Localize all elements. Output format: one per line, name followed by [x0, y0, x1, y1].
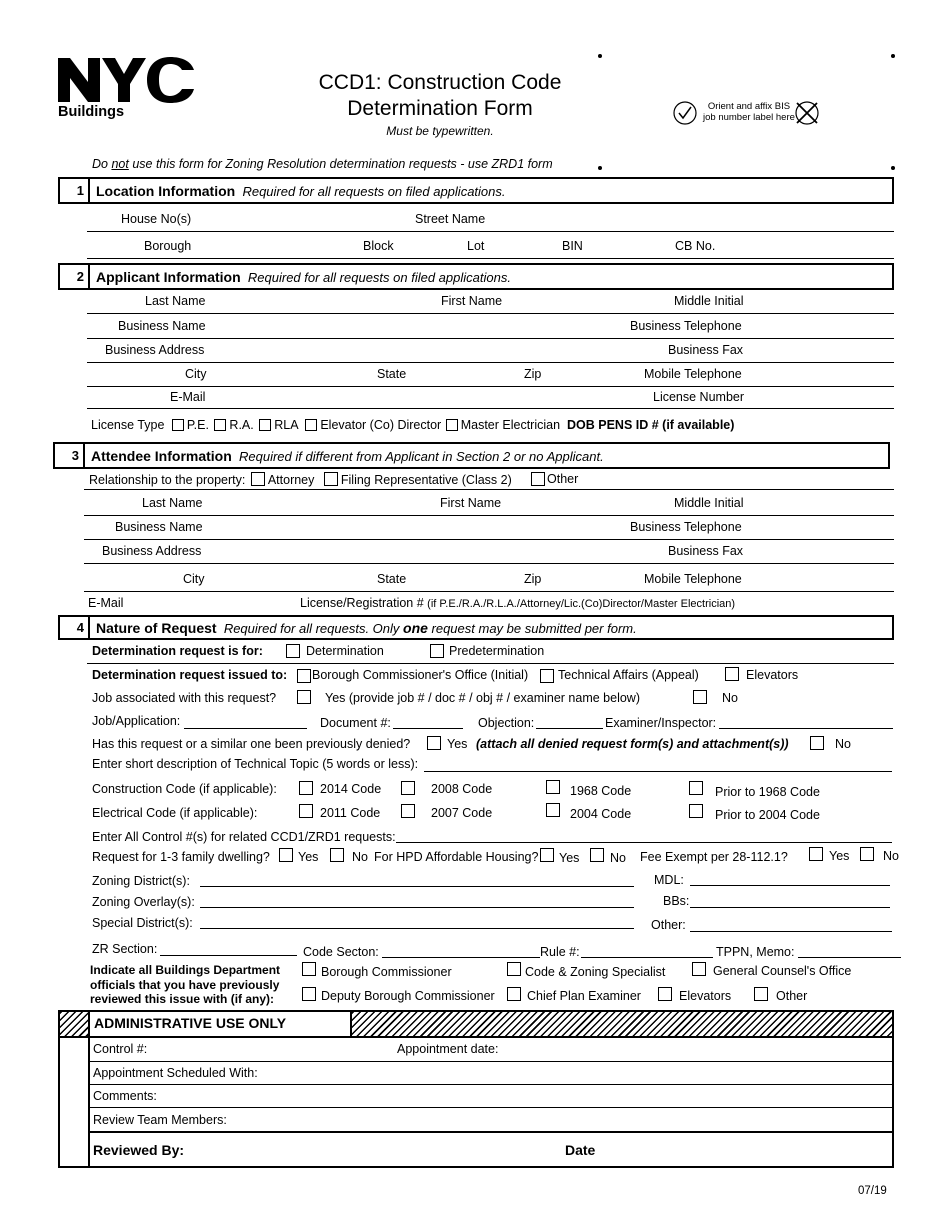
- section-1-header: [58, 177, 894, 204]
- family-no-label: No: [352, 850, 368, 864]
- section-number: 2: [60, 265, 90, 288]
- city-label: City: [183, 572, 205, 586]
- section-number: 3: [55, 444, 85, 467]
- examiner-inspector-field[interactable]: [719, 728, 893, 729]
- family-dwelling-label: Request for 1-3 family dwelling?: [92, 850, 270, 864]
- business-telephone-label: Business Telephone: [630, 319, 742, 333]
- bbs-label: BBs:: [663, 894, 690, 908]
- tppn-memo-field[interactable]: [798, 957, 901, 958]
- nyc-buildings-logo: [58, 56, 198, 104]
- objection-field[interactable]: [536, 728, 603, 729]
- business-fax-label: Business Fax: [668, 544, 744, 558]
- job-associated-label: Job associated with this request?: [92, 691, 277, 705]
- cc-2008-label: 2008 Code: [431, 782, 493, 796]
- business-telephone-label: Business Telephone: [630, 520, 742, 534]
- dot-marker: [598, 166, 602, 170]
- business-address-label: Business Address: [102, 544, 202, 558]
- job-application-label: Job/Application:: [92, 714, 181, 728]
- state-label: State: [377, 367, 407, 381]
- job-application-field[interactable]: [184, 728, 307, 729]
- official-borough-commissioner-label: Borough Commissioner: [321, 965, 452, 979]
- date-label: Date: [565, 1142, 596, 1158]
- official-other-label: Other: [776, 989, 808, 1003]
- ec-2007-checkbox[interactable]: [401, 804, 415, 818]
- form-version: 07/19: [858, 1185, 887, 1197]
- license-pe-checkbox[interactable]: [172, 419, 184, 431]
- license-rla-checkbox[interactable]: [259, 419, 271, 431]
- control-number-label: Control #:: [93, 1042, 148, 1056]
- job-associated-no-checkbox[interactable]: [693, 690, 707, 704]
- license-number-label: License Number: [653, 390, 745, 404]
- zoning-overlay-label: Zoning Overlay(s):: [92, 895, 195, 909]
- electrical-code-label: Electrical Code (if applicable):: [92, 806, 258, 820]
- last-name-label: Last Name: [145, 294, 206, 308]
- determination-label: Determination: [306, 644, 384, 658]
- section-title: Location Information: [96, 183, 236, 199]
- technical-affairs-label: Technical Affairs (Appeal): [558, 668, 699, 682]
- predetermination-checkbox[interactable]: [430, 644, 444, 658]
- license-type-row: License Type P.E. R.A. RLA Elevator (Co) Director Master Electrician DOB PENS ID # (if available): [91, 418, 735, 432]
- street-name-label: Street Name: [415, 212, 486, 226]
- issued-to-label: Determination request issued to:: [92, 668, 288, 682]
- official-general-counsel-label: General Counsel's Office: [713, 964, 852, 978]
- official-chief-plan-examiner-label: Chief Plan Examiner: [527, 989, 641, 1003]
- bbs-field[interactable]: [690, 907, 890, 908]
- mobile-telephone-label: Mobile Telephone: [644, 572, 742, 586]
- family-yes-label: Yes: [298, 850, 319, 864]
- hpd-yes-label: Yes: [559, 851, 580, 865]
- rule-label: Rule #:: [540, 945, 580, 959]
- first-name-label: First Name: [441, 294, 503, 308]
- first-name-label: First Name: [440, 496, 502, 510]
- zip-label: Zip: [524, 572, 542, 586]
- section-2-header: [58, 263, 894, 290]
- zr-section-field[interactable]: [160, 955, 297, 956]
- zoning-notice: Do not use this form for Zoning Resolution determination requests - use ZRD1 form: [92, 157, 553, 171]
- dot-marker: [891, 54, 895, 58]
- lot-label: Lot: [467, 239, 485, 253]
- special-district-field[interactable]: [200, 928, 634, 929]
- cc-2014-label: 2014 Code: [320, 782, 382, 796]
- examiner-inspector-label: Examiner/Inspector:: [605, 716, 717, 730]
- block-label: Block: [363, 239, 394, 253]
- family-no-checkbox[interactable]: [330, 848, 344, 862]
- zoning-district-label: Zoning District(s):: [92, 874, 190, 888]
- hpd-yes-checkbox[interactable]: [540, 848, 554, 862]
- last-name-label: Last Name: [142, 496, 203, 510]
- fee-no-label: No: [883, 849, 899, 863]
- control-numbers-field[interactable]: [396, 842, 892, 843]
- determination-checkbox[interactable]: [286, 644, 300, 658]
- elevators-label: Elevators: [746, 668, 799, 682]
- official-deputy-commissioner-label: Deputy Borough Commissioner: [321, 989, 495, 1003]
- mdl-label: MDL:: [654, 873, 684, 887]
- section-3-header: [53, 442, 890, 469]
- denied-yes-label: Yes: [447, 737, 468, 751]
- email-label: E-Mail: [88, 596, 124, 610]
- technical-affairs-checkbox[interactable]: [540, 669, 554, 683]
- section-note: Required if different from Applicant in Section 2 or no Applicant.: [239, 449, 604, 464]
- hpd-no-checkbox[interactable]: [590, 848, 604, 862]
- mobile-telephone-label: Mobile Telephone: [644, 367, 742, 381]
- elevators-checkbox[interactable]: [725, 667, 739, 681]
- section-title: Nature of Request: [96, 620, 217, 636]
- bin-label: BIN: [562, 239, 583, 253]
- predetermination-label: Predetermination: [449, 644, 545, 658]
- cc-1968-label: 1968 Code: [570, 784, 632, 798]
- official-elevators-label: Elevators: [679, 989, 732, 1003]
- rule-field[interactable]: [581, 957, 713, 958]
- middle-initial-label: Middle Initial: [674, 294, 744, 308]
- code-section-field[interactable]: [382, 957, 540, 958]
- zoning-overlay-field[interactable]: [200, 907, 634, 908]
- cc-2008-checkbox[interactable]: [401, 781, 415, 795]
- official-borough-commissioner-checkbox[interactable]: [302, 962, 316, 976]
- hatch-left: [60, 1012, 88, 1036]
- section-note: Required for all requests. Only one request may be submitted per form.: [223, 620, 637, 636]
- cc-1968-checkbox[interactable]: [546, 780, 560, 794]
- attorney-checkbox[interactable]: [251, 472, 265, 486]
- review-team-label: Review Team Members:: [93, 1113, 227, 1127]
- ec-2004-checkbox[interactable]: [546, 803, 560, 817]
- dot-marker: [598, 54, 602, 58]
- appointment-date-label: Appointment date:: [397, 1042, 499, 1056]
- previously-denied-label: Has this request or a similar one been previously denied?: [92, 737, 411, 751]
- job-associated-no-label: No: [722, 691, 738, 705]
- other-relationship-checkbox[interactable]: [531, 472, 545, 486]
- form-subtitle: Must be typewritten.: [386, 124, 494, 138]
- business-address-label: Business Address: [105, 343, 205, 357]
- code-section-label: Code Secton:: [303, 945, 379, 959]
- email-label: E-Mail: [170, 390, 206, 404]
- borough-commissioner-office-label: Borough Commissioner's Office (Initial): [312, 668, 529, 682]
- hpd-no-label: No: [610, 851, 626, 865]
- construction-code-label: Construction Code (if applicable):: [92, 782, 277, 796]
- other-relationship-label: Other: [547, 472, 579, 486]
- denied-attach-note: (attach all denied request form(s) and attachment(s)): [476, 737, 789, 751]
- section-4-header: [58, 615, 894, 640]
- zr-section-label: ZR Section:: [92, 942, 158, 956]
- section-title: Attendee Information: [91, 448, 232, 464]
- relationship-row: Relationship to the property: Attorney Filing Representative (Class 2): [89, 473, 512, 487]
- form-title: CCD1: Construction Code Determination Form: [318, 71, 562, 120]
- fee-no-checkbox[interactable]: [860, 847, 874, 861]
- section-number: 4: [60, 617, 90, 638]
- business-name-label: Business Name: [118, 319, 206, 333]
- official-code-zoning-checkbox[interactable]: [507, 962, 521, 976]
- document-number-label: Document #:: [320, 716, 391, 730]
- official-other-checkbox[interactable]: [754, 987, 768, 1001]
- denied-no-checkbox[interactable]: [810, 736, 824, 750]
- hatch-right: [352, 1012, 892, 1036]
- borough-label: Borough: [144, 239, 192, 253]
- job-associated-yes-checkbox[interactable]: [297, 690, 311, 704]
- control-numbers-label: Enter All Control #(s) for related CCD1/ZRD1 requests:: [92, 830, 396, 844]
- short-description-label: Enter short description of Technical Topic (5 words or less):: [92, 757, 419, 771]
- official-code-zoning-label: Code & Zoning Specialist: [525, 965, 666, 979]
- job-associated-yes-label: Yes (provide job # / doc # / obj # / examiner name below): [325, 691, 640, 705]
- ec-2011-checkbox[interactable]: [299, 804, 313, 818]
- dot-marker: [891, 166, 895, 170]
- short-description-field[interactable]: [424, 771, 892, 772]
- city-label: City: [185, 367, 207, 381]
- ec-prior-2004-label: Prior to 2004 Code: [715, 808, 820, 822]
- bis-label-text: Orient and affix BIS job number label here: [703, 101, 795, 123]
- dob-pens-id-label: DOB PENS ID # (if available): [567, 418, 735, 432]
- state-label: State: [377, 572, 407, 586]
- zip-label: Zip: [524, 367, 542, 381]
- comments-label: Comments:: [93, 1089, 157, 1103]
- special-district-label: Special District(s):: [92, 916, 193, 930]
- ec-2011-label: 2011 Code: [320, 806, 381, 820]
- fee-exempt-label: Fee Exempt per 28-112.1?: [640, 850, 788, 864]
- mdl-field[interactable]: [690, 885, 890, 886]
- filing-representative-checkbox[interactable]: [324, 472, 338, 486]
- house-number-label: House No(s): [121, 212, 192, 226]
- license-elevator-checkbox[interactable]: [305, 419, 317, 431]
- reviewed-by-label: Reviewed By:: [93, 1142, 185, 1158]
- denied-yes-checkbox[interactable]: [427, 736, 441, 750]
- logo-subtitle: Buildings: [58, 104, 125, 120]
- relationship-label: Relationship to the property:: [89, 473, 246, 487]
- business-fax-label: Business Fax: [668, 343, 744, 357]
- fee-yes-label: Yes: [829, 849, 850, 863]
- cc-2014-checkbox[interactable]: [299, 781, 313, 795]
- section-note: Required for all requests on filed applications.: [247, 270, 511, 285]
- other-district-field[interactable]: [690, 931, 892, 932]
- family-yes-checkbox[interactable]: [279, 848, 293, 862]
- other-district-label: Other:: [651, 918, 686, 932]
- official-chief-plan-examiner-checkbox[interactable]: [507, 987, 521, 1001]
- officials-instruction: Indicate all Buildings Department officials that you have previously reviewed this issue with (if any):: [90, 963, 281, 1006]
- ec-2004-label: 2004 Code: [570, 807, 632, 821]
- section-number: 1: [60, 179, 90, 202]
- section-note: Required for all requests on filed applications.: [242, 184, 506, 199]
- objection-label: Objection:: [478, 716, 535, 730]
- license-registration-label: License/Registration # (if P.E./R.A./R.L.A./Attorney/Lic.(Co)Director/Master Electrician): [300, 596, 736, 610]
- appointment-scheduled-label: Appointment Scheduled With:: [93, 1066, 258, 1080]
- tppn-memo-label: TPPN, Memo:: [716, 945, 795, 959]
- license-ra-checkbox[interactable]: [214, 419, 226, 431]
- license-type-label: License Type: [91, 418, 165, 432]
- business-name-label: Business Name: [115, 520, 203, 534]
- ec-2007-label: 2007 Code: [431, 806, 493, 820]
- license-master-electrician-checkbox[interactable]: [446, 419, 458, 431]
- determination-for-label: Determination request is for:: [92, 644, 263, 658]
- denied-no-label: No: [835, 737, 851, 751]
- official-deputy-commissioner-checkbox[interactable]: [302, 987, 316, 1001]
- cc-prior-1968-checkbox[interactable]: [689, 781, 703, 795]
- hpd-label: For HPD Affordable Housing?: [374, 850, 539, 864]
- cb-number-label: CB No.: [675, 239, 716, 253]
- middle-initial-label: Middle Initial: [674, 496, 744, 510]
- document-number-field[interactable]: [393, 728, 463, 729]
- cc-prior-1968-label: Prior to 1968 Code: [715, 785, 820, 799]
- official-elevators-checkbox[interactable]: [658, 987, 672, 1001]
- admin-title: ADMINISTRATIVE USE ONLY: [94, 1015, 287, 1031]
- zoning-district-field[interactable]: [200, 886, 634, 887]
- fee-yes-checkbox[interactable]: [809, 847, 823, 861]
- section-title: Applicant Information: [96, 269, 241, 285]
- ec-prior-2004-checkbox[interactable]: [689, 804, 703, 818]
- official-general-counsel-checkbox[interactable]: [692, 962, 706, 976]
- borough-commissioner-office-checkbox[interactable]: [297, 669, 311, 683]
